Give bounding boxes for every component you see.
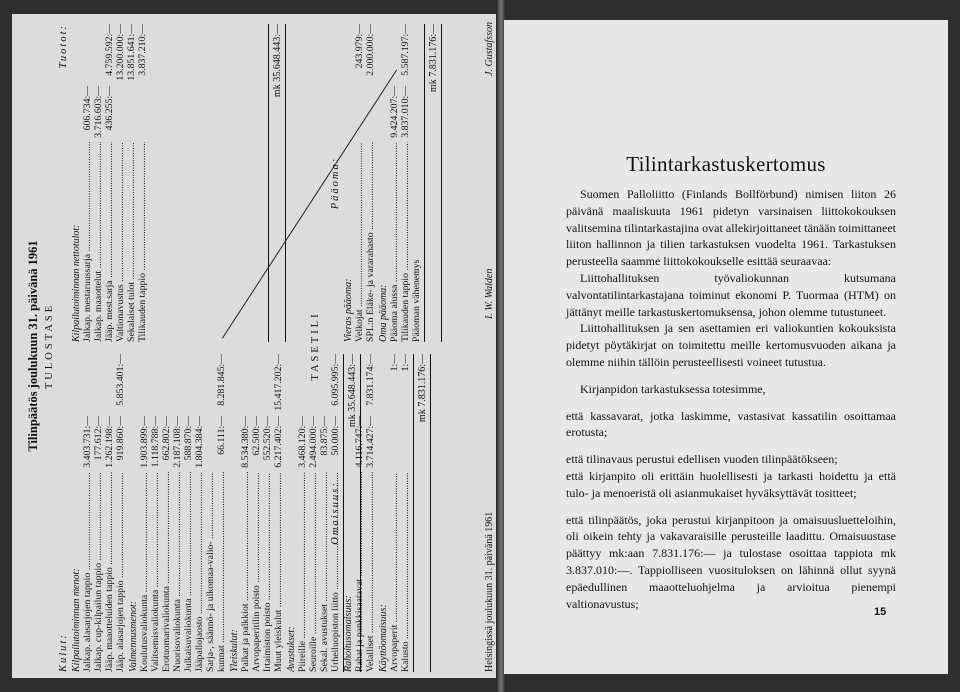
- account-row: [354, 354, 365, 672]
- account-amount: 50.000:—: [330, 416, 341, 456]
- signatures: [484, 22, 495, 672]
- paragraph: Kirjanpidon tarkastuksessa totesimme,: [580, 381, 766, 396]
- account-label: Kalusto .....: [400, 472, 411, 672]
- account-row: [172, 354, 183, 672]
- account-row: [205, 354, 216, 672]
- nettotulot-list: [82, 24, 115, 342]
- account-amount: 1:—: [400, 354, 411, 372]
- paragraph: Suomen Palloliitto (Finlands Bollförbund) nimisen liiton 26 päivänä maaliskuuta 1961 pidetyn varsinaisen liittokokouksen valitsemina tilintarkastajina ovat allekirjoittaneet tänään toimittaneet liiton hallinnon ja tilien tarkastuksen vuodelta 1961. Tarkastuksen perusteella saamme liittokokoukselle esittää seuraavaa:: [566, 187, 896, 269]
- account-label: Piireille .....: [297, 472, 308, 672]
- valmennus-heading: Valmennusmenot:: [128, 600, 139, 672]
- account-label: Urheiluopiston liitto .....: [330, 472, 341, 672]
- account-amount: [104, 354, 115, 416]
- vieras-list: [354, 24, 376, 342]
- account-row: [194, 354, 205, 672]
- account-amount: 588.870:—: [183, 416, 194, 461]
- kilpailu-menot-heading: Kilpailutoiminnan menot:: [71, 568, 82, 672]
- account-label: Velkojat .....: [354, 142, 365, 342]
- divider: [285, 24, 286, 342]
- valmennus-list: [139, 354, 227, 672]
- nettotulot-heading: Kilpailutoiminnan nettotulot:: [71, 224, 82, 342]
- account-label: Julkaisuvaliokunta .....: [183, 472, 194, 672]
- account-label: Palkat ja palkkiot .....: [240, 472, 251, 672]
- account-row: [137, 24, 148, 342]
- paragraph: että kassavarat, jotka laskimme, vastasivat kassatilin osoittamaa erotusta;: [566, 408, 896, 440]
- account-amount: 13.851.641:—: [126, 24, 137, 81]
- account-label: Jalkap. cup-kilpailun tappio .....: [93, 472, 104, 672]
- rahoitus-heading: Rahoitusomaisuus:: [343, 595, 354, 672]
- account-amount: [126, 86, 137, 142]
- account-amount: 83.875:—: [319, 416, 330, 456]
- kulut-heading: Kulut:: [58, 633, 69, 672]
- audit-report-body: [566, 186, 896, 612]
- account-amount: 8.534.380:—: [240, 416, 251, 468]
- account-label: Valitsemisvaliokunta .....: [150, 472, 161, 672]
- paaoma-column: [330, 24, 444, 342]
- account-label: Irtaimiston poisto .....: [262, 472, 273, 672]
- account-label: Koulutusvaliokunta .....: [139, 472, 150, 672]
- paragraph: Liittohallituksen työvaliokunnan kutsumana valvontatilintarkastajana toiminut ekonomi P. Tuormaa (HTM) on jättänyt meille tarkastuskertomuksensa, johon olemme tutustuneet.: [566, 270, 896, 319]
- account-amount: [183, 354, 194, 416]
- account-amount: 7.831.174:—: [365, 354, 376, 406]
- account-amount: 2.494.000:—: [308, 416, 319, 468]
- account-label: Sarja-, säännö- ja ulkomaa-valio- .....: [205, 472, 216, 672]
- account-amount: 3.837.010:—: [400, 86, 411, 138]
- audit-report-title: Tilintarkastuskertomus: [626, 152, 826, 176]
- divider: [424, 24, 425, 342]
- account-row: [82, 24, 93, 342]
- account-amount: [205, 416, 216, 472]
- tuotot-total: mk 35.648.443:—: [272, 24, 283, 98]
- spacer: [148, 24, 266, 342]
- divider: [413, 354, 414, 672]
- account-amount: 62.500:—: [251, 416, 262, 456]
- left-page: [12, 14, 500, 678]
- kilpailu-menot-list: [82, 354, 126, 672]
- right-page: [504, 20, 948, 674]
- account-amount: [365, 86, 376, 142]
- paragraph: Liittohallituksen ja sen asettamien eri valiokuntien kokouksista pidetyt pöytäkirjat on toimitettu meille kertomusvuoden aikana ja olemme niihin tällöin perusteellisesti voineet tutustua.: [566, 321, 896, 369]
- account-row: [273, 354, 284, 672]
- divider: [430, 354, 431, 672]
- account-label: Rahat ja pankkisaatavat .....: [354, 472, 365, 672]
- account-row: [365, 24, 376, 342]
- account-label: Valtionavustus .....: [115, 142, 126, 342]
- account-amount: [262, 354, 273, 416]
- account-row: [389, 354, 400, 672]
- rahoitus-list: [354, 354, 376, 672]
- signer-1: I. W. Walden: [484, 268, 495, 320]
- account-row: [216, 354, 227, 672]
- account-row: [126, 24, 137, 342]
- paragraph: että tilinpäätös, joka perustui kirjanpitoon ja omaisuusluetteloihin, oli oikein tehty ja vakavaraisille perusteille laadittu. Omaisuustase päättyy mk:aan 7.831.176:— ja tulostase osoittaa tappiota mk 3.837.010:—. Tappiolliseen vuosituloksen on lähinnä ollut syynä epäedullinen maaotteluohjelma ja arvioitua pienempi valtionavustus;: [566, 512, 896, 611]
- kulut-total: mk 35.648.443:—: [347, 354, 358, 428]
- account-label: kunnat .....: [216, 472, 227, 672]
- account-amount: 243.979:—: [354, 24, 365, 69]
- tuotot-column: [58, 24, 288, 342]
- account-label: Arvopaperitilin poisto .....: [251, 472, 262, 672]
- account-label: Jalkap. maaottelut .....: [93, 142, 104, 342]
- account-amount: [137, 86, 148, 142]
- account-label: Pääoman vähenemys: [411, 259, 422, 342]
- account-row: [161, 354, 172, 672]
- account-label: Seuroille .....: [308, 472, 319, 672]
- account-amount: [389, 24, 400, 86]
- account-row: [365, 354, 376, 672]
- account-label: SPL:n Eläke- ja vararahasto .....: [365, 142, 376, 342]
- spacer: [566, 371, 896, 381]
- account-row: [400, 354, 411, 672]
- divider: [441, 24, 442, 342]
- account-amount: 436.255:—: [104, 86, 115, 131]
- account-amount: [205, 354, 216, 416]
- account-label: Tilikauden tappio .....: [137, 142, 148, 342]
- account-amount: 15.417.202:—: [273, 354, 284, 411]
- account-amount: 3.837.210:—: [137, 24, 148, 76]
- account-amount: [251, 354, 262, 416]
- account-amount: 8.281.845:—: [216, 354, 227, 406]
- tuotot-heading: Tuotot:: [58, 24, 69, 69]
- account-label: Jääp. mest.sarja .....: [104, 142, 115, 342]
- omaisuus-column: [330, 354, 433, 672]
- account-amount: [400, 416, 411, 472]
- spacer: [566, 398, 896, 408]
- account-row: [82, 354, 93, 672]
- account-amount: [354, 354, 365, 416]
- kaytto-list: [389, 354, 411, 672]
- account-row: [411, 24, 422, 342]
- account-amount: 4.116.747:—: [354, 416, 365, 468]
- account-label: Pääoma alussa .....: [389, 142, 400, 342]
- rotated-financial-statement: [12, 14, 500, 678]
- account-label: Arvopaperit .....: [389, 472, 400, 672]
- account-amount: 6.095.995:—: [330, 354, 341, 406]
- account-row: [297, 354, 308, 672]
- account-amount: [389, 416, 400, 472]
- account-row: [104, 354, 115, 672]
- account-amount: [161, 354, 172, 416]
- account-label: Jääp. maaotteluiden tappio .....: [104, 472, 115, 672]
- paaoma-heading: Pääoma:: [330, 156, 341, 210]
- account-amount: 5.587.197:—: [400, 24, 411, 76]
- yleiskulut-heading: Yleiskulut:: [229, 629, 240, 672]
- account-amount: [93, 354, 104, 416]
- account-row: [104, 24, 115, 342]
- balance-sheet-heading: TASETILI: [310, 311, 321, 381]
- yleiskulut-list: [240, 354, 284, 672]
- account-amount: [172, 354, 183, 416]
- account-amount: 2.187.108:—: [172, 416, 183, 468]
- avustukset-heading: Avustukset:: [286, 626, 297, 672]
- vieras-heading: Vieras pääoma:: [343, 278, 354, 342]
- paragraph: että kirjanpito oli erittäin huolellisesti ja tarkasti hoidettu ja että tulo- ja menoeristä oli asianmukaiset hyväksyttävät tositteet;: [566, 468, 896, 500]
- tuotot-other-list: [115, 24, 148, 342]
- account-amount: 3.716.603:—: [93, 86, 104, 138]
- account-amount: 1.903.899:—: [139, 416, 150, 468]
- account-label: Muut yleiskulut .....: [273, 472, 284, 672]
- account-row: [262, 354, 273, 672]
- account-label: Jalkap. alasarjojen tappio .....: [82, 472, 93, 672]
- kaytto-heading: Käyttöomaisuus:: [378, 604, 389, 672]
- spacer: [566, 441, 896, 451]
- account-row: [240, 354, 251, 672]
- account-row: [150, 354, 161, 672]
- account-row: [251, 354, 262, 672]
- account-amount: 606.734:—: [82, 86, 93, 131]
- account-label: Nuorisovaliokunta .....: [172, 472, 183, 672]
- account-amount: 177.612:—: [93, 416, 104, 461]
- account-amount: 9.424.207:—: [389, 86, 400, 138]
- account-label: Sekal. avustukset .....: [319, 472, 330, 672]
- account-row: [115, 24, 126, 342]
- paragraph: että tilinavaus perustui edellisen vuoden tilinpäätökseen;: [566, 452, 838, 467]
- account-amount: [82, 354, 93, 416]
- account-amount: [93, 24, 104, 86]
- account-amount: [82, 24, 93, 86]
- account-row: [93, 24, 104, 342]
- account-label: Velalliset .....: [365, 472, 376, 672]
- account-amount: [194, 354, 205, 416]
- account-amount: 1.262.198:—: [104, 416, 115, 468]
- account-amount: [115, 86, 126, 142]
- account-amount: 5.853.401:—: [115, 354, 126, 406]
- account-amount: 1.804.384:—: [194, 416, 205, 468]
- account-amount: 13.200.000:—: [115, 24, 126, 81]
- account-row: [93, 354, 104, 672]
- account-amount: 919.860:—: [115, 416, 126, 461]
- spacer: [566, 502, 896, 512]
- account-label: Erotuomarivaliokunta .....: [161, 472, 172, 672]
- account-amount: 662.802:—: [161, 416, 172, 461]
- place-date: Helsingissä joulukuun 31. päivänä 1961: [484, 511, 495, 672]
- account-amount: 3.468.120:—: [297, 416, 308, 468]
- account-label: Jalkap. mestaruussarja .....: [82, 142, 93, 342]
- account-row: [354, 24, 365, 342]
- page-number: 15: [874, 606, 887, 618]
- account-amount: [297, 354, 308, 416]
- income-statement-heading: TULOSTASE: [44, 302, 55, 390]
- signer-2: J. Gustafsson: [484, 22, 495, 76]
- account-amount: 1.118.788:—: [150, 416, 161, 468]
- account-amount: 6.217.402:—: [273, 416, 284, 468]
- omaisuus-total: mk 7.831.176:—: [417, 354, 428, 423]
- account-label: Jääpallojaosto .....: [194, 472, 205, 672]
- account-amount: 2.000.000:—: [365, 24, 376, 76]
- account-label: Tilikauden tappio .....: [400, 142, 411, 342]
- account-amount: [139, 354, 150, 416]
- account-row: [183, 354, 194, 672]
- account-row: [389, 24, 400, 342]
- account-label: Jääp. alasarjojen tappio .....: [115, 472, 126, 672]
- divider: [268, 24, 269, 342]
- account-row: [115, 354, 126, 672]
- account-amount: 3.403.731:—: [82, 416, 93, 468]
- account-amount: 552.520:—: [262, 416, 273, 461]
- account-amount: 4.759.592:—: [104, 24, 115, 76]
- account-label: Sekalaiset tulot .....: [126, 142, 137, 342]
- oma-heading: Oma pääoma:: [378, 284, 389, 342]
- account-row: [139, 354, 150, 672]
- account-amount: [354, 86, 365, 142]
- omaisuus-heading: Omaisuus:: [330, 481, 341, 545]
- account-amount: 1:—: [389, 354, 400, 372]
- account-amount: 3.714.427:—: [365, 416, 376, 468]
- paaoma-total: mk 7.831.176:—: [428, 24, 439, 93]
- account-row: [400, 24, 411, 342]
- account-amount: [240, 354, 251, 416]
- oma-list: [389, 24, 422, 342]
- account-amount: [150, 354, 161, 416]
- account-amount: 66.111:—: [216, 416, 227, 455]
- statement-title: Tilinpäätös joulukuun 31. päivänä 1961: [26, 240, 40, 452]
